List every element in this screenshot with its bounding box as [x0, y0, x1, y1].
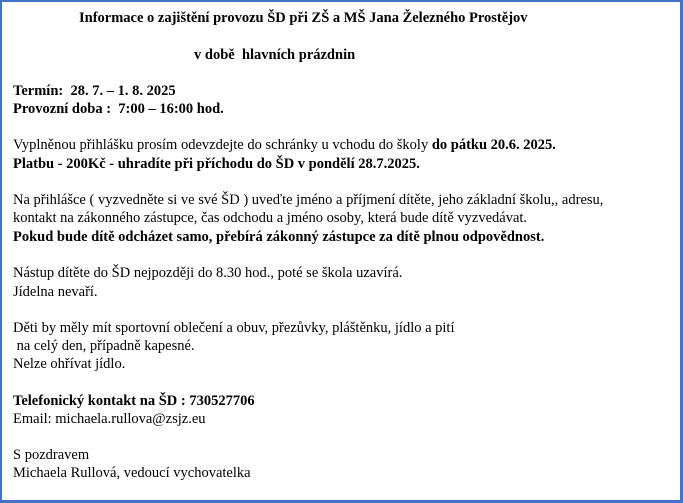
application-text: Vyplněnou přihlášku prosím odevzdejte do schránky u vchodu do školy: [13, 137, 432, 153]
info-line-2: kontakt na zákonného zástupce, čas odchodu a jméno osoby, která bude dítě vyzvedávat.: [13, 210, 528, 226]
document-subtitle: v době hlavních prázdnin: [194, 47, 356, 63]
canteen-line: Jídelna nevaří.: [13, 284, 98, 300]
term-line: Termín: 28. 7. – 1. 8. 2025: [13, 83, 176, 99]
email-contact: Email: michaela.rullova@zsjz.eu: [13, 411, 206, 427]
arrival-line: Nástup dítěte do ŠD nejpozději do 8.30 hod., poté se škola uzavírá.: [13, 265, 403, 281]
phone-contact: Telefonický kontakt na ŠD : 730527706: [13, 393, 255, 409]
children-line-2: na celý den, případně kapesné.: [13, 338, 195, 354]
application-line: [13, 137, 556, 154]
greeting: S pozdravem: [13, 447, 90, 463]
info-line-1: Na přihlášce ( vyzvedněte si ve své ŠD ) uveďte jméno a příjmení dítěte, jeho základní školu,, adresu,: [13, 192, 604, 208]
payment-line: Platbu - 200Kč - uhradíte při příchodu do ŠD v pondělí 28.7.2025.: [13, 156, 420, 172]
children-line-1: Děti by měly mít sportovní oblečení a obuv, přezůvky, pláštěnku, jídlo a pití: [13, 320, 455, 336]
operating-hours-line: Provozní doba : 7:00 – 16:00 hod.: [13, 101, 224, 117]
application-deadline: do pátku 20.6. 2025.: [431, 137, 556, 153]
no-heating-line: Nelze ohřívat jídlo.: [13, 356, 126, 372]
document-title: Informace o zajištění provozu ŠD při ZŠ a MŠ Jana Železného Prostějov: [79, 10, 528, 26]
info-line-3: Pokud bude dítě odcházet samo, přebírá zákonný zástupce za dítě plnou odpovědnost.: [13, 229, 545, 245]
signature: Michaela Rullová, vedoucí vychovatelka: [13, 465, 251, 481]
